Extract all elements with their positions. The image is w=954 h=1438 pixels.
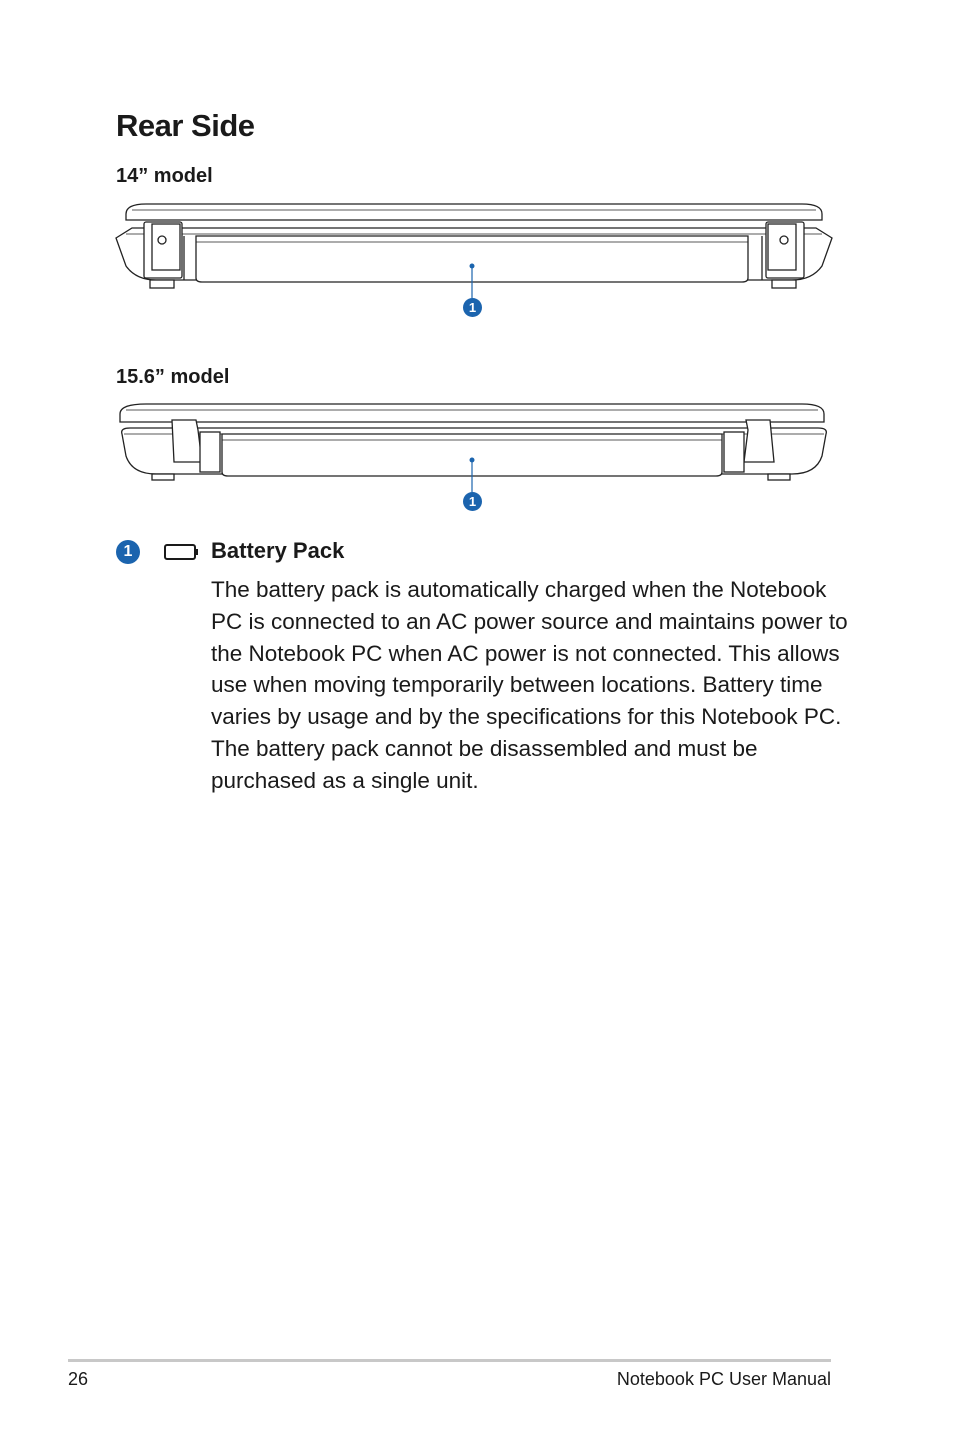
model-label-15-6: 15.6” model [116,366,230,388]
item-title: Battery Pack [211,538,345,563]
manual-title: Notebook PC User Manual [616,1369,831,1389]
page-number: 26 [68,1369,89,1389]
item-number-badge: 1 [116,540,140,564]
model-label-14: 14” model [116,165,213,187]
item-description: The battery pack is automatically charged when the Notebook PC is connected to an AC power source and maintains power to the Notebook PC when AC power is not connected. This allows use when moving temporarily between locations. Battery time varies by usage and by the specifications for this Notebook PC. The battery pack cannot be disassembled and must be purchased as a single unit. [211,577,848,793]
battery-icon [164,542,200,567]
page-title: Rear Side [116,108,255,143]
callout-badge-14: 1 [463,298,482,317]
diagram-14-rear-view [112,200,836,322]
callout-badge-15-6: 1 [463,492,482,511]
diagram-15-6-rear-view [112,400,836,518]
footer-divider [68,1359,831,1362]
